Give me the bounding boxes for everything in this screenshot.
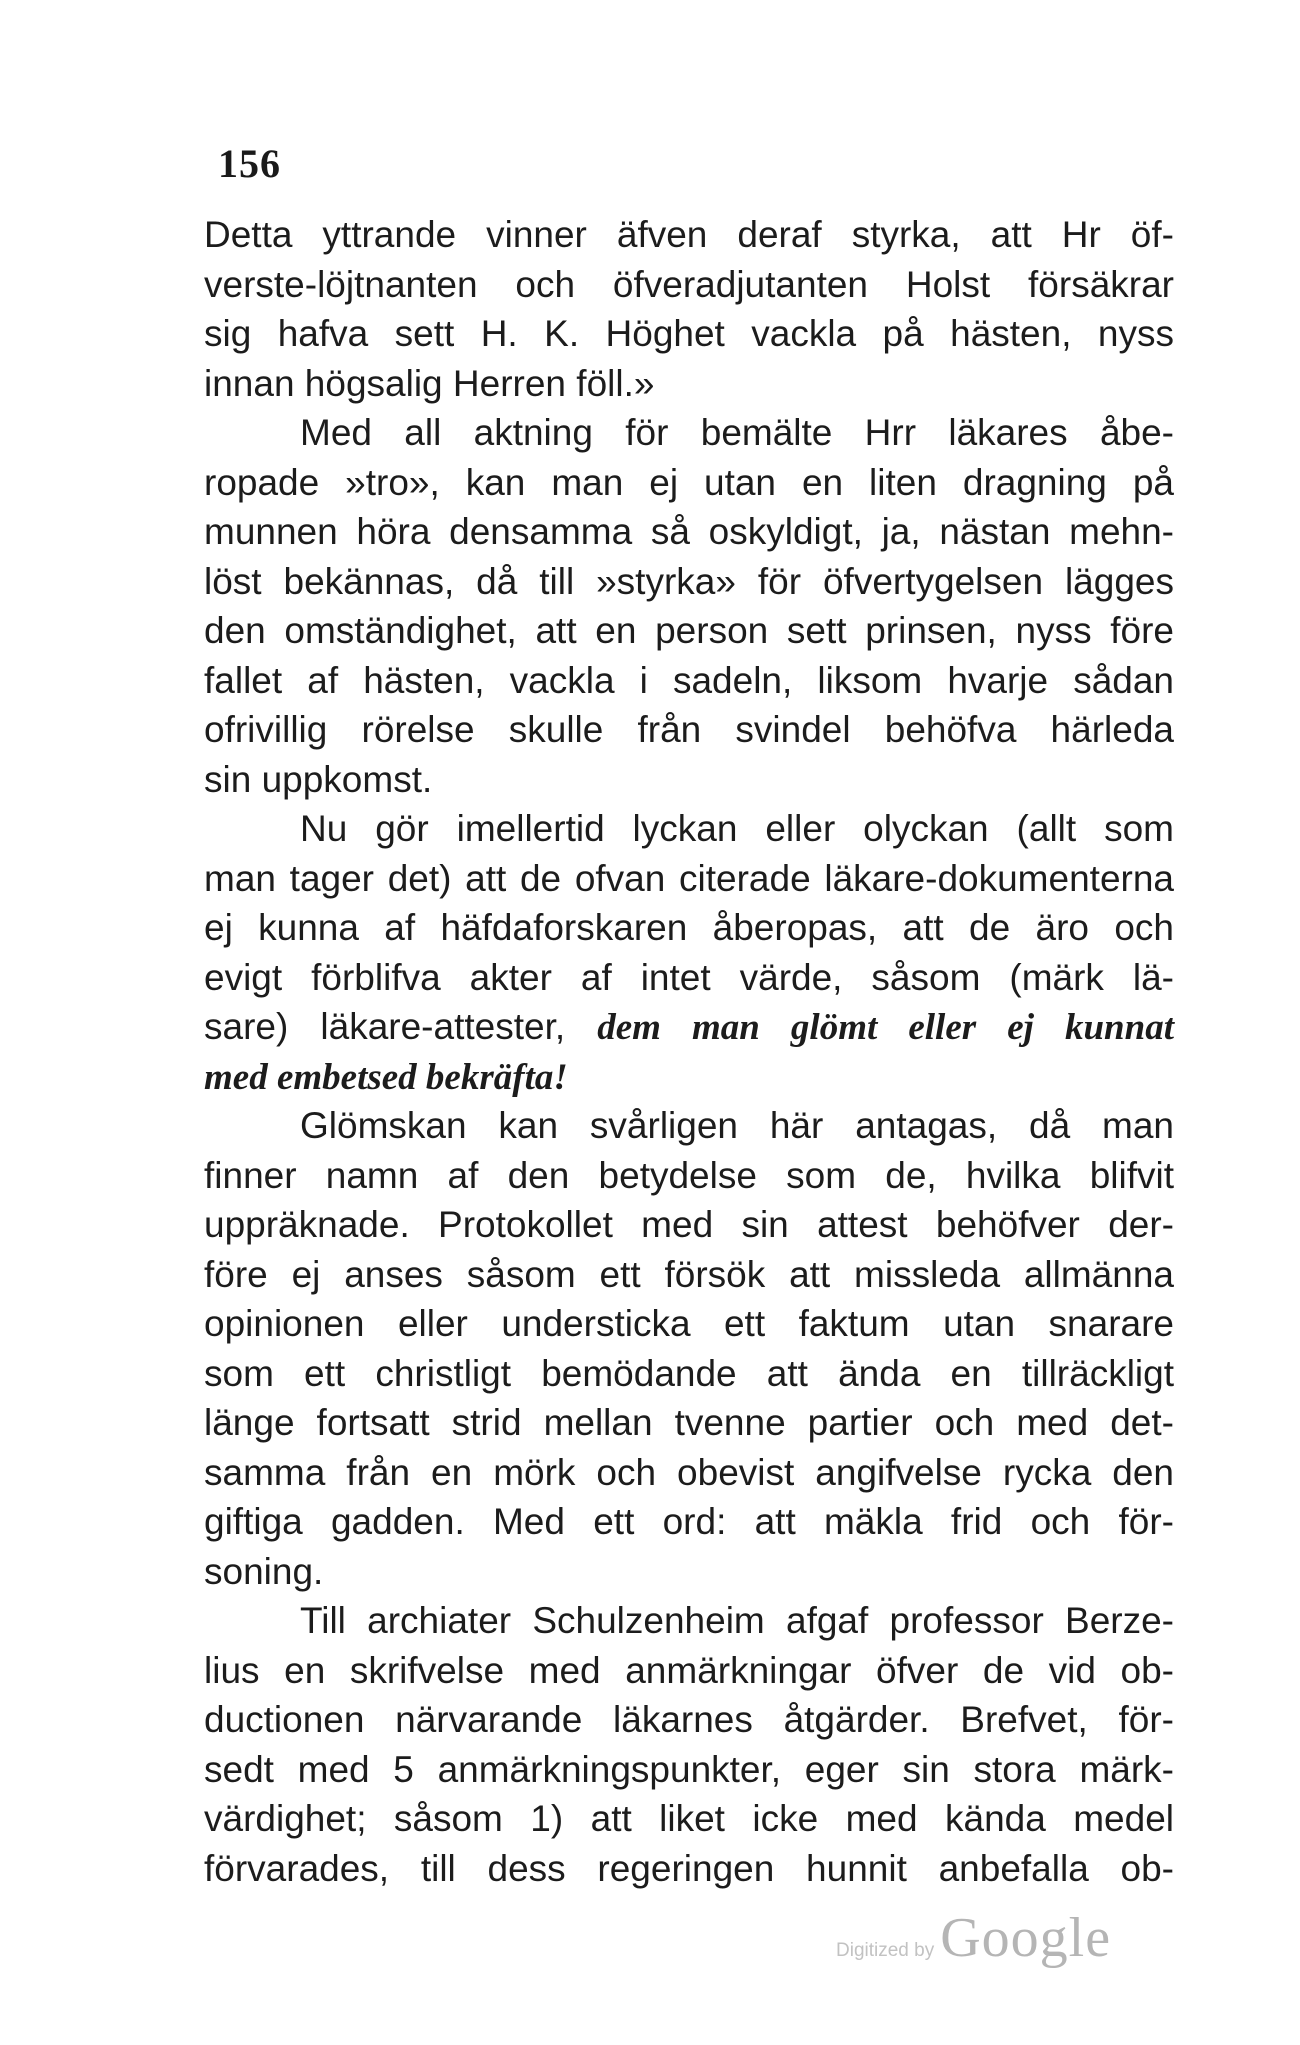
text-line: sedt med 5 anmärkningspunkter, eger sin stora märk- [204,1748,1174,1790]
google-logo: Google [940,1907,1112,1969]
text-line: ej kunna af häfdaforskaren åberopas, att de äro och [204,907,1174,948]
text-line: giftiga gadden. Med ett ord: att mäkla frid och för- [204,1501,1174,1542]
text-line: evigt förblifva akter af intet värde, såsom (märk lä- [204,956,1174,998]
text-line: fallet af hästen, vackla i sadeln, liksom hvarje sådan [204,659,1174,701]
text-line [204,1002,1174,1052]
text-line: värdighet; såsom 1) att liket icke med kända medel [204,1798,1174,1839]
text-line: sig hafva sett H. K. Höghet vackla på hästen, nyss [204,313,1174,354]
text-line: uppräknade. Protokollet med sin attest behöfver der- [204,1204,1174,1245]
italic-emphasis: med embetsed bekräfta! [204,1056,568,1098]
text-line: länge fortsatt strid mellan tvenne partier och med det- [204,1402,1174,1443]
text-line: soning. [204,1550,324,1592]
page-number: 156 [218,141,281,186]
watermark-caption: Digitized by [836,1940,935,1961]
text-line: sin uppkomst. [204,758,433,800]
text-line: innan högsalig Herren föll.» [204,362,655,404]
text-line: finner namn af den betydelse som de, hvilka blifvit [204,1154,1174,1196]
text-line: före ej anses såsom ett försök att missleda allmänna [204,1253,1174,1295]
text-line: Glömskan kan svårligen här antagas, då man [300,1105,1174,1146]
text-line: Nu gör imellertid lyckan eller olyckan (allt som [300,808,1174,849]
text-run: sare) läkare-attester, [204,1006,598,1047]
text-line: samma från en mörk och obevist angifvelse rycka den [204,1451,1174,1493]
text-line: den omständighet, att en person sett prinsen, nyss före [204,610,1174,651]
text-line: löst bekännas, då till »styrka» för öfvertygelsen lägges [204,560,1174,602]
text-line: som ett christligt bemödande att ända en tillräckligt [204,1352,1174,1394]
text-line: förvarades, till dess regeringen hunnit anbefalla ob- [204,1847,1174,1889]
text-line: lius en skrifvelse med anmärkningar öfver de vid ob- [204,1649,1174,1691]
text-line [204,1052,1174,1102]
text-line: verste-löjtnanten och öfveradjutanten Holst försäkrar [204,263,1174,305]
text-line: man tager det) att de ofvan citerade läkare-dokumenterna [204,857,1174,899]
italic-emphasis: dem man glömt eller ej kunnat [597,1007,1174,1048]
text-line: ductionen närvarande läkarnes åtgärder. Brefvet, för- [204,1699,1174,1740]
text-line: opinionen eller understicka ett faktum utan snarare [204,1303,1174,1344]
text-line: munnen höra densamma så oskyldigt, ja, nästan mehn- [204,511,1174,552]
text-line: ropade »tro», kan man ej utan en liten dragning på [204,461,1174,503]
text-line: Till archiater Schulzenheim afgaf professor Berze- [300,1600,1174,1641]
text-line: ofrivillig rörelse skulle från svindel behöfva härleda [204,709,1174,750]
digitized-watermark [836,1906,1111,1970]
text-line: Med all aktning för bemälte Hrr läkares åbe- [300,412,1174,453]
body-text [204,210,1174,1893]
text-line: Detta yttrande vinner äfven deraf styrka, att Hr öf- [204,214,1174,255]
